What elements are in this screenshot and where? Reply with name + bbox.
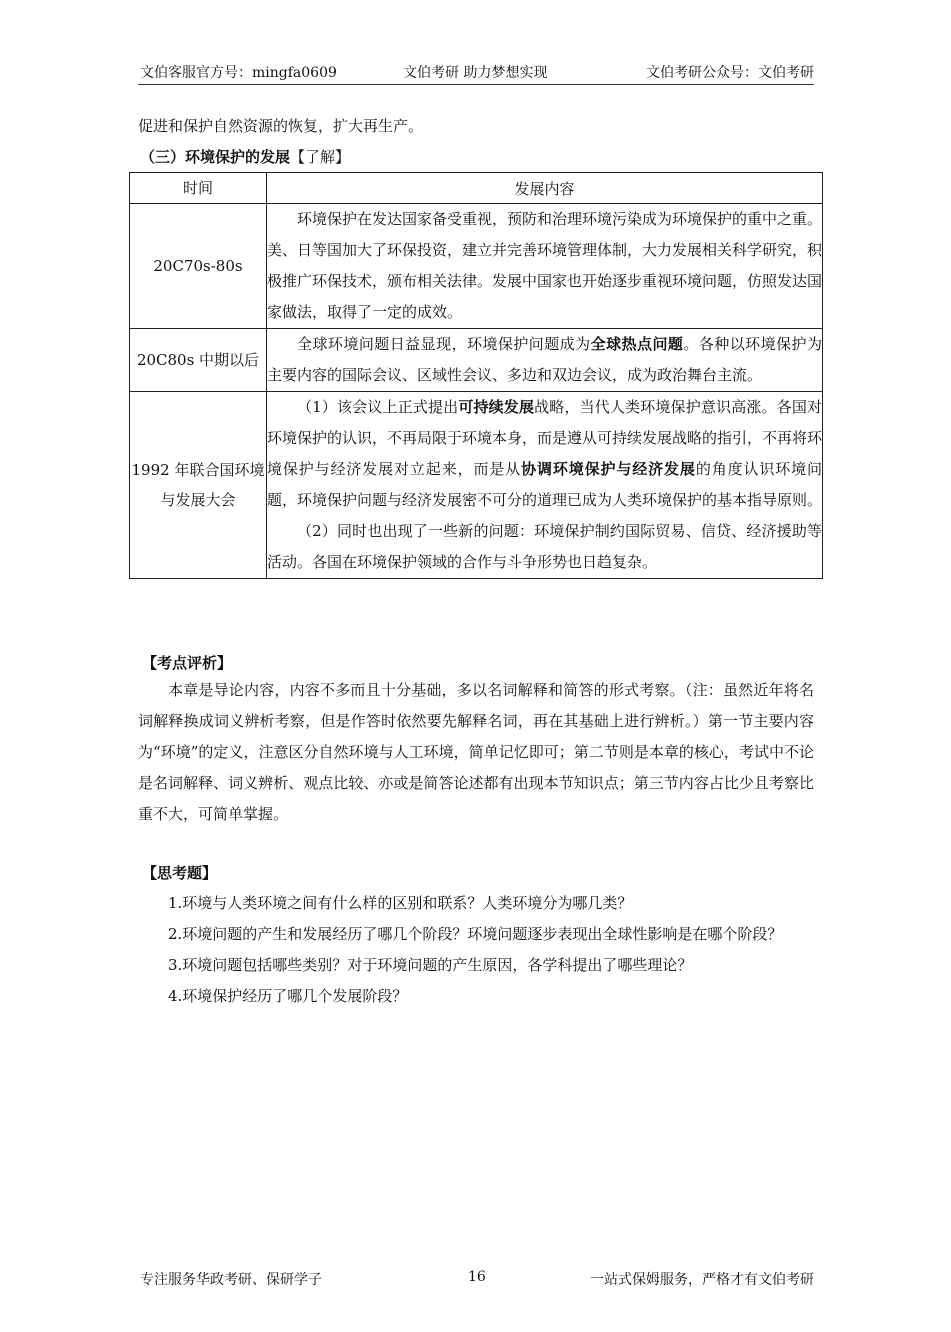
- row-time: 1992 年联合国环境与发展大会: [130, 392, 267, 579]
- text-segment: 的角度认识环境问题，环境保护问题与经济发展密不可分的道理已成为人类环境保护的基本指导原则。: [267, 460, 823, 509]
- section-tag: 【了解】: [290, 148, 351, 166]
- row-content: [267, 392, 823, 579]
- header-content: 发展内容: [267, 173, 823, 204]
- question-item: 2.环境问题的产生和发展经历了哪几个阶段？环境问题逐步表现出全球性影响是在哪个阶段？: [168, 925, 783, 943]
- question-item: 1.环境与人类环境之间有什么样的区别和联系？人类环境分为哪几类？: [168, 894, 633, 912]
- row-content: [267, 204, 823, 329]
- question-item: 4.环境保护经历了哪几个发展阶段？: [168, 987, 408, 1005]
- table-row: [130, 392, 823, 579]
- content-paragraph: [267, 329, 822, 391]
- text-segment: （1）该会议上正式提出: [297, 398, 459, 416]
- footer-right-text: 一站式保姆服务，严格才有文伯考研: [590, 1272, 814, 1288]
- section-title: [140, 146, 350, 167]
- bold-term: 协调环境保护与经济发展: [521, 460, 696, 478]
- header-left-text: 文伯客服官方号：mingfa0609: [140, 65, 337, 81]
- header-right-text: 文伯考研公众号：文伯考研: [646, 65, 814, 81]
- row-time: 20C80s 中期以后: [130, 329, 267, 392]
- questions-list: [138, 888, 814, 1012]
- table-body: [130, 204, 823, 579]
- content-paragraph: [267, 204, 822, 328]
- footer-left-text: 专注服务华政考研、保研学子: [140, 1272, 322, 1288]
- table-row: [130, 204, 823, 329]
- page-number: 16: [468, 1269, 486, 1285]
- header-time: 时间: [130, 173, 267, 204]
- question-item: 3.环境问题包括哪些类别？对于环境问题的产生原因，各学科提出了哪些理论？: [168, 956, 693, 974]
- content-paragraph: [267, 392, 822, 516]
- bold-term: 可持续发展: [458, 398, 535, 416]
- bold-term: 全球热点问题: [590, 335, 684, 353]
- row-content: [267, 329, 823, 392]
- section-heading: （三）环境保护的发展: [140, 148, 291, 166]
- intro-text: 促进和保护自然资源的恢复，扩大再生产。: [138, 117, 424, 135]
- analysis-title: 【考点评析】: [142, 654, 233, 672]
- content-paragraph: [267, 516, 822, 578]
- text-segment: 环境保护在发达国家备受重视，预防和治理环境污染成为环境保护的重中之重。美、日等国加大了环保投资，建立并完善环境管理体制，大力发展相关科学研究，积极推广环保技术，颁布相关法律。发展中国家也开始逐步重视环境问题，仿照发达国家做法，取得了一定的成效。: [267, 210, 823, 321]
- development-table: [129, 172, 823, 579]
- questions-title: 【思考题】: [142, 864, 218, 882]
- page-header: [138, 58, 814, 85]
- header-center-text: 文伯考研 助力梦想实现: [403, 65, 548, 81]
- table-row: [130, 329, 823, 392]
- row-time: 20C70s-80s: [130, 204, 267, 329]
- text-segment: 战略，当代人类环境保护意识高涨。各国对环境保护的认识，不再局限于环境本身，而是遵从可持续发展战略的指引，不再将环境保护与经济发展对立起来，而是从: [267, 398, 823, 478]
- text-segment: 。各种以环境保护为主要内容的国际会议、区域性会议、多边和双边会议，成为政治舞台主流。: [267, 335, 822, 384]
- analysis-text: 本章是导论内容，内容不多而且十分基础，多以名词解释和简答的形式考察。（注：虽然近年将名词解释换成词义辨析考察，但是作答时依然要先解释名词，再在其基础上进行辨析。）第一节主要内容为“环境”的定义，注意区分自然环境与人工环境，简单记忆即可；第二节则是本章的核心，考试中不论是名词解释、词义辨析、观点比较、亦或是简答论述都有出现本节知识点；第三节内容占比少且考察比重不大，可简单掌握。: [138, 681, 814, 823]
- table-header-row: [130, 173, 823, 204]
- text-segment: 全球环境问题日益显现，环境保护问题成为: [297, 335, 591, 353]
- text-segment: （2）同时也出现了一些新的问题：环境保护制约国际贸易、信贷、经济援助等活动。各国在环境保护领域的合作与斗争形势也日趋复杂。: [267, 522, 822, 571]
